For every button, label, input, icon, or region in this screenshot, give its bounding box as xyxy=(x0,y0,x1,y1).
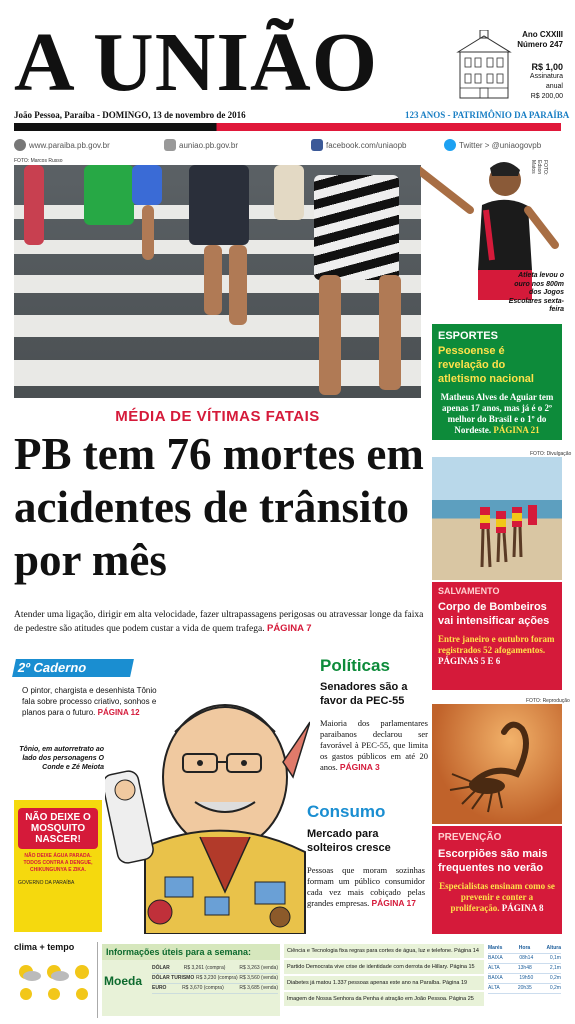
caderno-tab[interactable]: 2º Caderno xyxy=(12,659,134,677)
salvamento-page: PÁGINAS 5 E 6 xyxy=(438,656,501,666)
news-item[interactable]: Partido Democrata vive crise de identidade com derrota de Hillary. Página 15 xyxy=(284,960,484,974)
athlete-caption: Atleta levou o ouro nos 800m dos Jogos Escolares sexta-feira xyxy=(508,272,564,313)
rate-row: DÓLAR R$ 3,261 (compra) R$ 3,263 (venda) xyxy=(152,964,278,974)
dateline: João Pessoa, Paraíba - DOMINGO, 13 de novembro de 2016 xyxy=(14,110,246,120)
news-briefs xyxy=(284,944,484,1008)
info-panel xyxy=(102,944,280,1016)
main-photo-credit: FOTO: Marcos Russo xyxy=(14,158,63,164)
weather-panel xyxy=(14,942,98,1018)
issue-price: R$ 1,00 xyxy=(531,62,563,72)
lead-headline: PB tem 76 mortes em acidentes de trânsito por mês xyxy=(14,429,424,585)
dengue-ad[interactable] xyxy=(14,800,102,932)
main-photo-crosswalk xyxy=(14,165,421,398)
consumo-text: Pessoas que moram sozinhas formam um público consumidor cada vez mais cobiçado pelas grandes empresas. PÁGINA 17 xyxy=(307,865,425,908)
esportes-box[interactable] xyxy=(432,324,562,440)
politicas-title: Políticas xyxy=(320,656,390,675)
salvamento-label: SALVAMENTO xyxy=(438,586,500,596)
news-item[interactable]: Ciência e Tecnologia fixa regras para cortes de água, luz e telefone. Página 14 xyxy=(284,944,484,958)
salvamento-box[interactable] xyxy=(432,582,562,690)
ad-footer: GOVERNO DA PARAÍBA xyxy=(18,880,75,886)
tide-table xyxy=(488,944,561,994)
ad-headline: NÃO DEIXE O MOSQUITO NASCER! xyxy=(18,808,98,849)
esportes-page: PÁGINA 21 xyxy=(493,425,540,435)
salvamento-headline: Corpo de Bombeiros vai intensificar ações xyxy=(438,601,550,627)
consumo-title: Consumo xyxy=(307,802,386,821)
lead-text: Atender uma ligação, dirigir em alta velocidade, fazer ultrapassagens perigosas ou atravessar longe da faixa de pedestre são atitudes que podem custar a vida de quem trafega. PÁGINA 7 xyxy=(14,610,424,634)
building-illustration xyxy=(456,30,512,102)
prevencao-text: Especialistas ensinam como se prevenir e conter a proliferação. PÁGINA 8 xyxy=(439,881,555,913)
caricature-illustration xyxy=(105,662,310,934)
issue-year: Ano CXXIII xyxy=(522,30,563,39)
tide-row: ALTA 13h48 2,1m xyxy=(488,964,561,974)
politicas-page: PÁGINA 3 xyxy=(339,762,380,772)
issue-number: Número 247 xyxy=(517,40,563,49)
link-twitter[interactable]: Twitter > @uniaogovpb xyxy=(444,139,541,151)
athlete-photo-credit: FOTO: Edson Matos xyxy=(530,160,548,176)
news-item[interactable]: Imagem de Nossa Senhora da Penha é atração em João Pessoa. Página 25 xyxy=(284,992,484,1006)
tide-row: BAIXA 08h14 0,1m xyxy=(488,954,561,964)
issue-info xyxy=(515,30,563,102)
prevencao-page: PÁGINA 8 xyxy=(501,903,544,913)
scorpion-photo xyxy=(432,704,562,824)
rate-row: DÓLAR TURISMO R$ 3,230 (compra) R$ 3,560 (venda) xyxy=(152,974,278,984)
caderno-page: PÁGINA 12 xyxy=(97,708,140,717)
mouse-icon xyxy=(164,139,176,151)
tide-row: ALTA 20h35 0,2m xyxy=(488,984,561,994)
currency-rates xyxy=(152,964,278,994)
masthead-title: A UNIÃO xyxy=(14,16,379,109)
lead-page: PÁGINA 7 xyxy=(266,623,312,634)
weather-icons xyxy=(14,952,94,1002)
caderno-caption: Tônio, em autorretrato ao lado dos personagens O Conde e Zé Meiota xyxy=(19,746,104,771)
tide-row: BAIXA 19h50 0,2m xyxy=(488,974,561,984)
anniversary-tagline: 123 ANOS - PATRIMÔNIO DA PARAÍBA xyxy=(405,110,570,120)
consumo-headline[interactable]: Mercado para solteiros cresce xyxy=(307,828,391,854)
salvamento-photo-credit: FOTO: Divulgação xyxy=(530,451,572,457)
weather-title: clima + tempo xyxy=(14,942,75,952)
caderno-text: O pintor, chargista e desenhista Tônio fala sobre processo criativo, sonhos e planos para o futuro. PÁGINA 12 xyxy=(22,686,157,717)
facebook-icon xyxy=(311,139,323,151)
esportes-text: Matheus Alves de Aguiar tem apenas 17 anos, mas já é o 2º melhor do Brasil e o 1º do Nordeste. PÁGINA 21 xyxy=(440,392,554,435)
lead-kicker: MÉDIA DE VÍTIMAS FATAIS xyxy=(115,408,320,425)
prevencao-box[interactable] xyxy=(432,826,562,934)
link-website[interactable]: www.paraiba.pb.gov.br xyxy=(14,139,110,151)
prevencao-photo-credit: FOTO: Reprodução xyxy=(526,698,570,704)
prevencao-headline: Escorpiões são mais frequentes no verão xyxy=(438,848,548,874)
currency-label: Moeda xyxy=(104,974,143,988)
esportes-label: ESPORTES xyxy=(438,330,498,342)
salvamento-text: Entre janeiro e outubro foram registrados 52 afogamentos. PÁGINAS 5 E 6 xyxy=(438,634,555,666)
footer-bar xyxy=(14,942,561,1018)
link-facebook[interactable]: facebook.com/uniaopb xyxy=(311,139,407,151)
subscription-label: Assinatura anual xyxy=(529,73,563,90)
computer-icon xyxy=(14,139,26,151)
tide-header: Marés Hora Altura xyxy=(488,944,561,954)
masthead-divider xyxy=(14,123,561,131)
info-title: Informações úteis para a semana: xyxy=(102,944,280,960)
rate-row: EURO R$ 3,670 (compra) R$ 3,685 (venda) xyxy=(152,984,278,994)
ad-subtext: NÃO DEIXE ÁGUA PARADA. TODOS CONTRA A DENGUE, CHIKUNGUNYA E ZIKA. xyxy=(23,853,93,873)
politicas-headline[interactable]: Senadores são a favor da PEC-55 xyxy=(320,681,408,707)
esportes-headline: Pessoense é revelação do atletismo nacional xyxy=(438,345,534,385)
politicas-text: Maioria dos parlamentares paraibanos declarou ser favorável à PEC-55, que limita os gastos públicos em até 20 anos. PÁGINA 3 xyxy=(320,718,428,772)
lifeguards-photo xyxy=(432,457,562,580)
consumo-page: PÁGINA 17 xyxy=(371,898,416,908)
subscription-price: R$ 200,00 xyxy=(530,93,563,100)
news-item[interactable]: Diabetes já matou 1.337 pessoas apenas este ano na Paraíba. Página 19 xyxy=(284,976,484,990)
prevencao-label: PREVENÇÃO xyxy=(438,832,502,843)
link-portal[interactable]: auniao.pb.gov.br xyxy=(164,139,238,151)
